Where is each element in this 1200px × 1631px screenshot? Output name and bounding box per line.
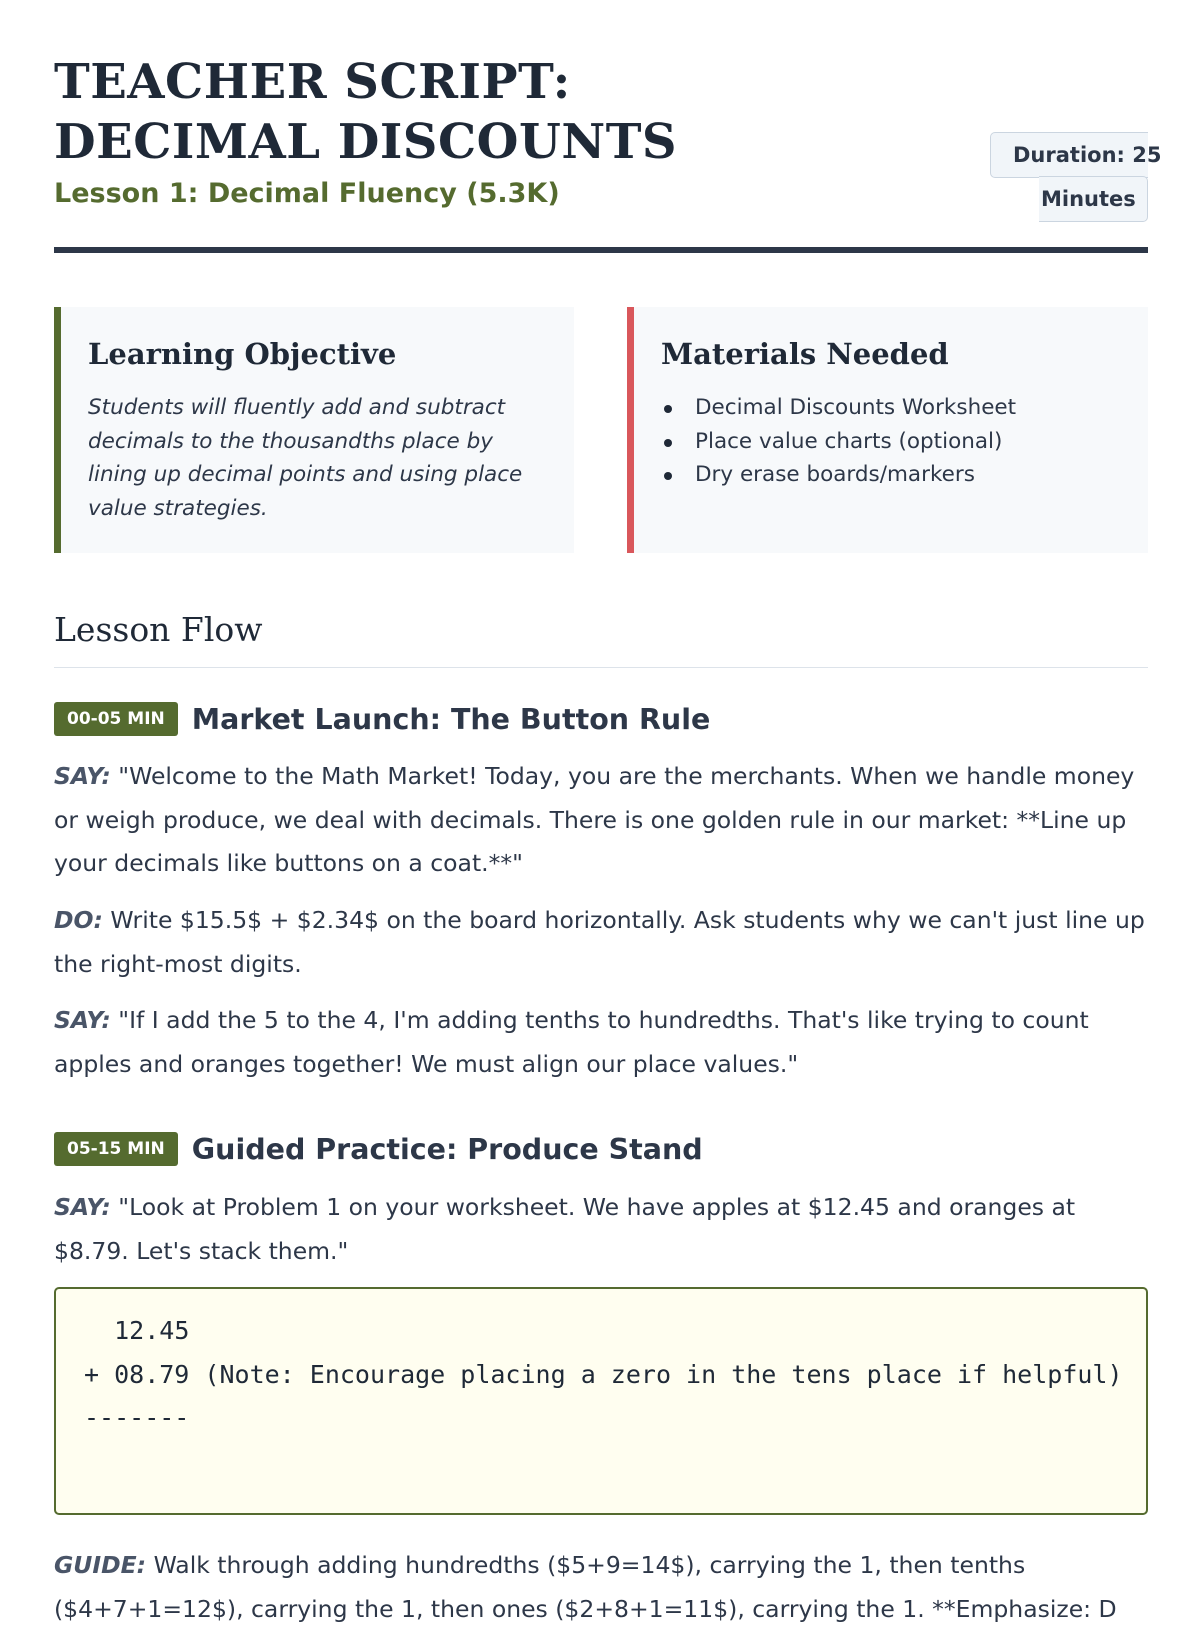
script-label: DO: [54,906,103,934]
duration-badge-line-2: Minutes [1039,176,1148,222]
time-badge: 00-05 MIN [54,702,178,736]
page-title: TEACHER SCRIPT: DECIMAL DISCOUNTS [54,54,678,170]
lesson-flow-divider [54,667,1148,668]
materials-list-item: Dry erase boards/markers [661,458,1016,492]
guide-paragraph-container [54,1544,1148,1623]
script-text: "If I add the 5 to the 4, I'm adding tenths to hundredths. That's like trying to count apples and oranges together! We must align our place values." [54,1006,1089,1078]
section-title: Market Launch: The Button Rule [191,702,711,736]
section-title: Guided Practice: Produce Stand [191,1132,703,1166]
script-label: SAY: [54,1193,111,1221]
learning-objective-text: Students will fluently add and subtract decimals to the thousandths place by lining up decimal points and using place value strategies. [88,395,523,521]
script-text: "Look at Problem 1 on your worksheet. We have apples at $12.45 and oranges at $8.79. Let's stack them." [54,1193,1076,1265]
materials-needed-heading: Materials Needed [661,337,949,371]
materials-list-item: Place value charts (optional) [661,425,1016,459]
lesson-subtitle: Lesson 1: Decimal Fluency (5.3K) [54,178,560,209]
code-content: 12.45 + 08.79 (Note: Encourage placing a zero in the tens place if helpful) ------- [84,1316,1123,1432]
script-paragraph [54,899,1148,986]
time-badge: 05-15 MIN [54,1132,178,1166]
script-paragraph [54,1186,1148,1273]
lesson-flow-heading: Lesson Flow [54,610,263,649]
script-paragraph [54,755,1148,886]
section-header-market-launch [54,702,710,736]
materials-list-item: Decimal Discounts Worksheet [661,391,1016,425]
script-label: SAY: [54,1006,111,1034]
script-text: "Welcome to the Math Market! Today, you are the merchants. When we handle money or weigh produce, we deal with decimals. There is one golden rule in our market: **Line up your decimals like buttons on a coat.**" [54,762,1135,877]
materials-list [661,391,1016,492]
script-paragraph [54,999,1148,1086]
learning-objective-heading: Learning Objective [88,337,397,371]
script-paragraph [54,1544,1148,1631]
script-text: Write $15.5$ + $2.34$ on the board horizontally. Ask students why we can't just line up the right-most digits. [54,906,1145,978]
script-label: GUIDE: [54,1551,147,1579]
learning-objective-box [54,307,574,553]
section-header-guided-practice [54,1132,703,1166]
duration-badge-line-1: Duration: 25 [990,132,1148,178]
vertical-addition-code-block [54,1287,1148,1515]
header-divider [54,247,1148,253]
materials-needed-box [627,307,1148,553]
script-text: Walk through adding hundredths ($5+9=14$), carrying the 1, then tenths ($4+7+1=12$), carrying the 1, then ones ($2+8+1=11$), carrying the 1. **Emphasize: D [54,1551,1117,1623]
script-label: SAY: [54,762,111,790]
